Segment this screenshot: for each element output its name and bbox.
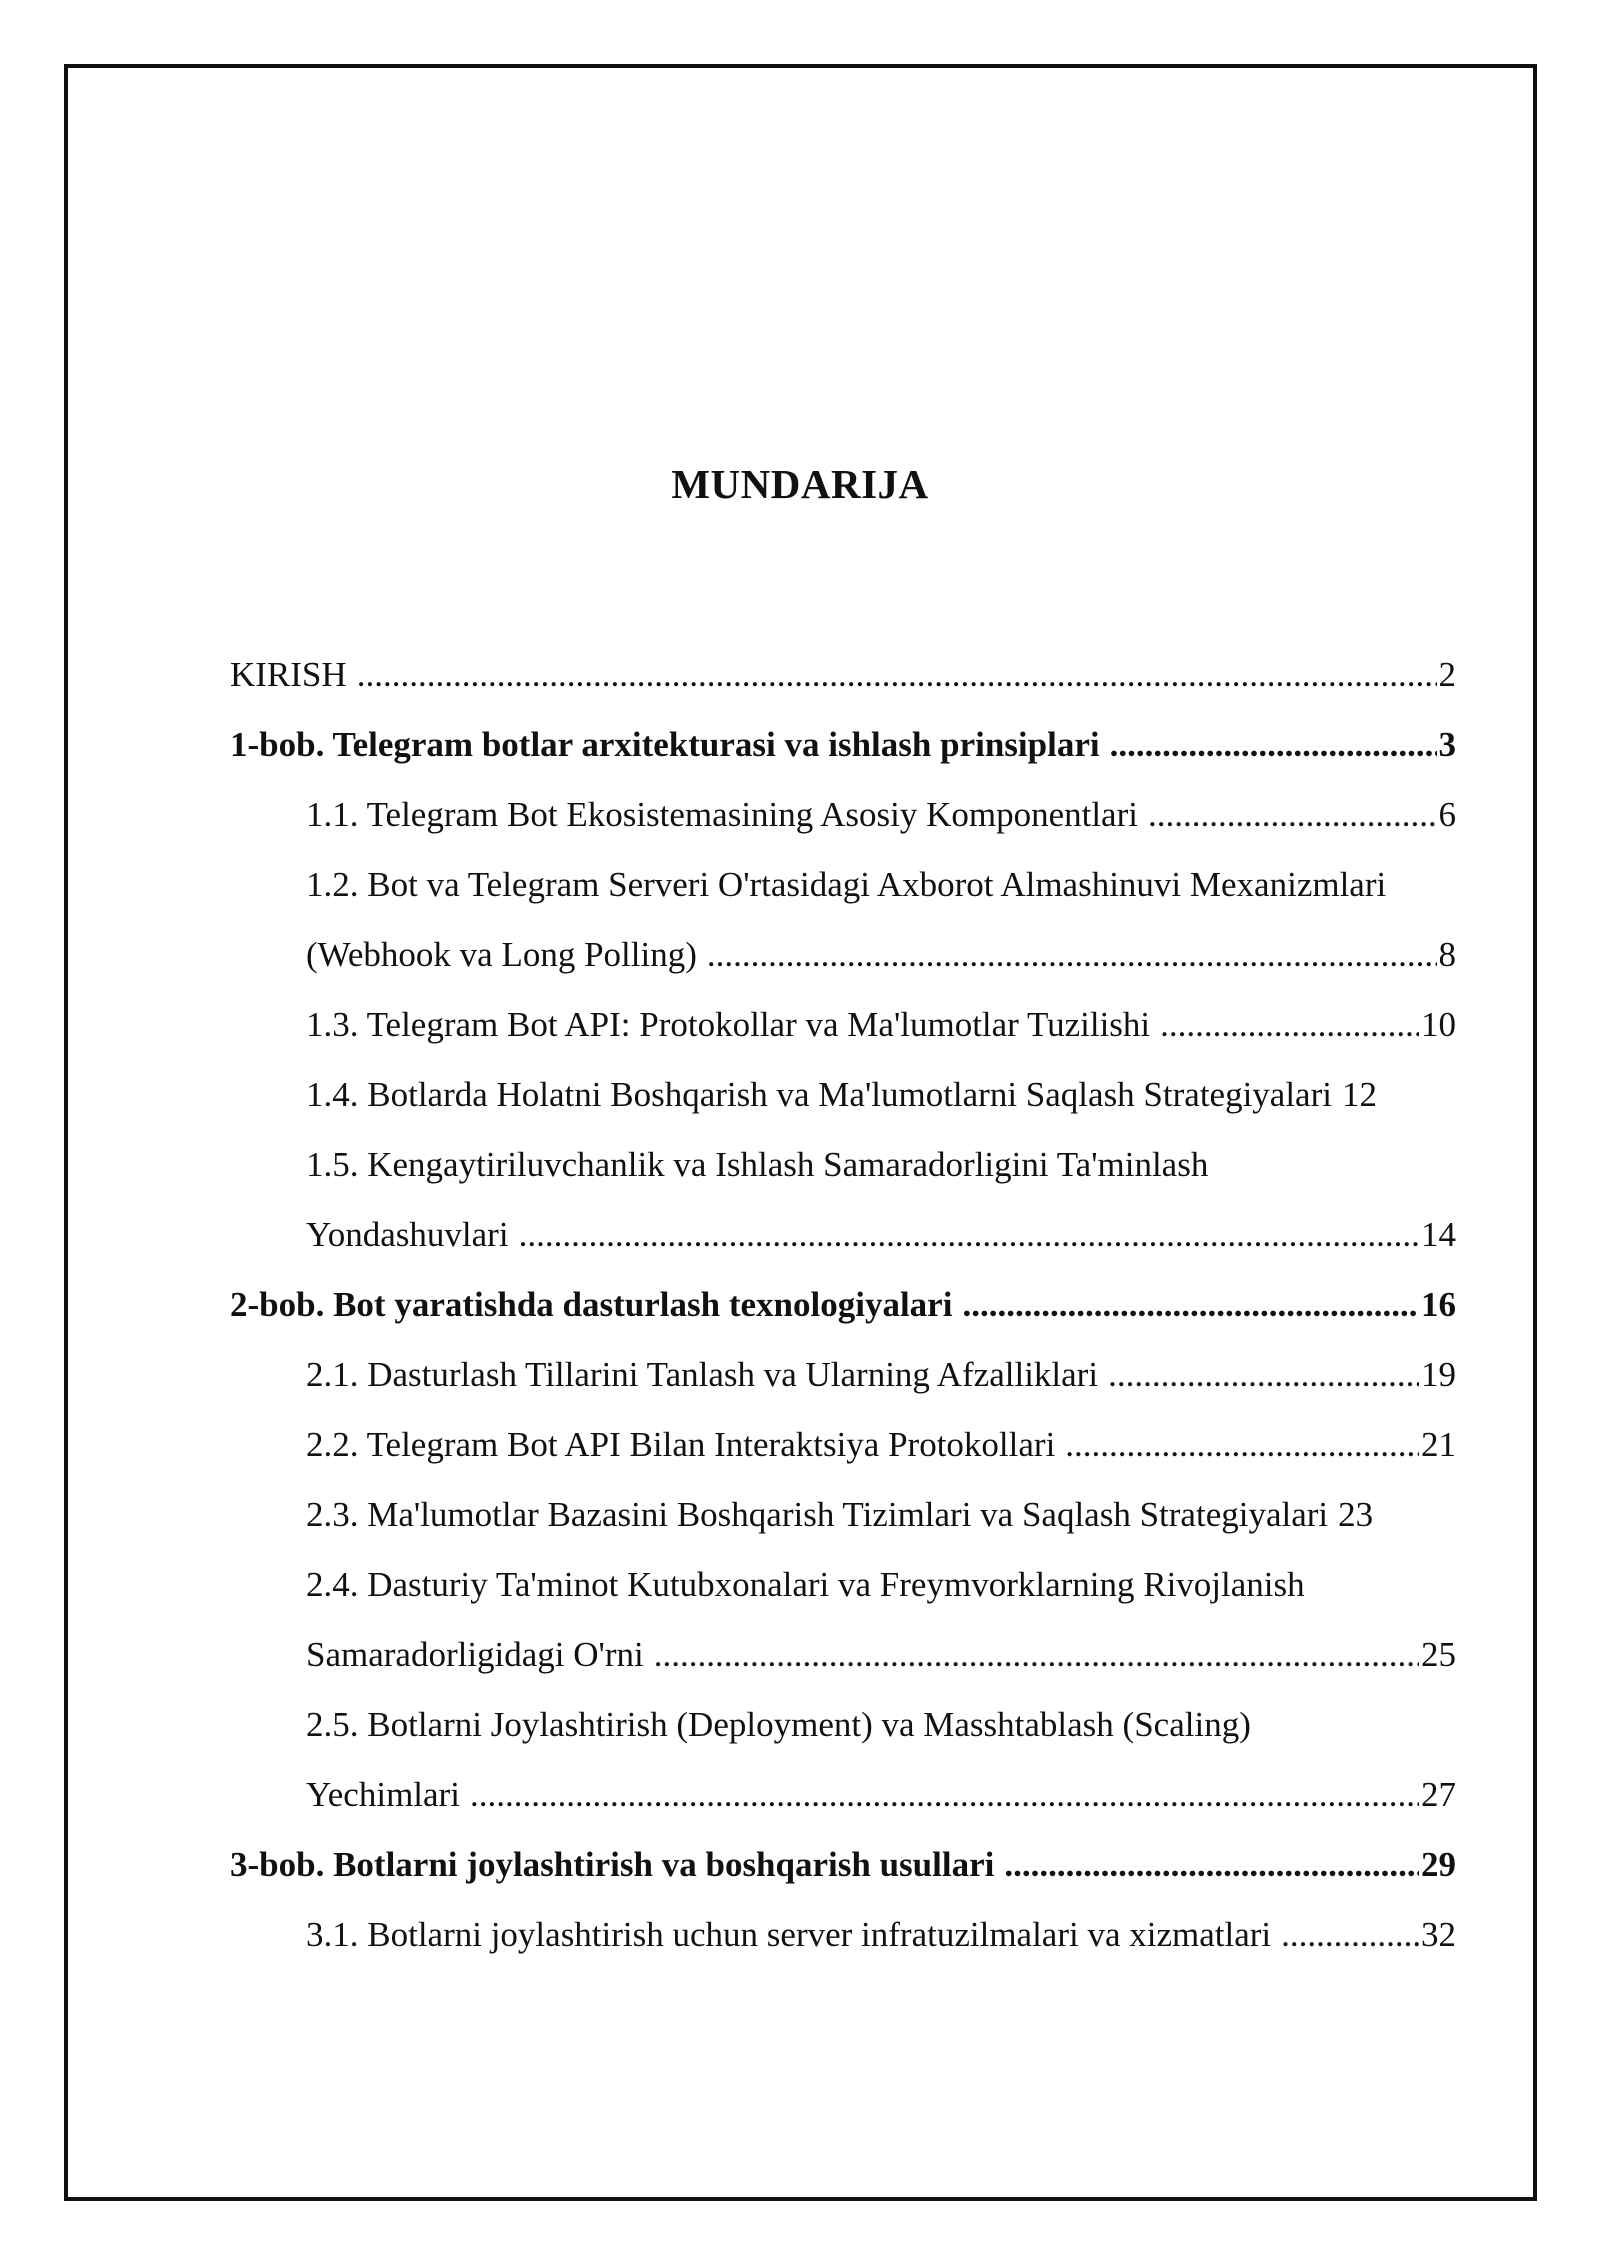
toc-entry-1-1[interactable] xyxy=(230,780,1456,850)
dot-leader xyxy=(1148,780,1437,850)
toc-page-number: 2 xyxy=(1438,655,1456,694)
toc-entry-2-1[interactable] xyxy=(230,1340,1456,1410)
toc-page-number: 3 xyxy=(1438,725,1456,764)
dot-leader xyxy=(707,920,1437,990)
toc-entry-text: 2.2. Telegram Bot API Bilan Interaktsiya Protokollari xyxy=(306,1425,1056,1464)
toc-page-number: 21 xyxy=(1421,1425,1456,1464)
toc-entry-kirish[interactable] xyxy=(230,640,1456,710)
dot-leader xyxy=(1160,990,1419,1060)
toc-entry-text: (Webhook va Long Polling) xyxy=(306,935,697,974)
dot-leader xyxy=(1110,710,1437,780)
toc-entry-text: 3.1. Botlarni joylashtirish uchun server infratuzilmalari va xizmatlari xyxy=(306,1915,1272,1954)
dot-leader xyxy=(654,1620,1419,1690)
toc-page-number: 19 xyxy=(1421,1355,1456,1394)
toc-page-number: 8 xyxy=(1438,935,1456,974)
dot-leader xyxy=(357,640,1437,710)
toc-page-number: 6 xyxy=(1438,795,1456,834)
toc-page-number: 29 xyxy=(1421,1845,1456,1884)
table-of-contents xyxy=(230,640,1456,1970)
toc-entry-text: KIRISH xyxy=(230,655,347,694)
dot-leader xyxy=(1108,1340,1419,1410)
toc-page-number: 27 xyxy=(1421,1775,1456,1814)
toc-entry-3-1[interactable] xyxy=(230,1900,1456,1970)
toc-page-number: 16 xyxy=(1421,1285,1456,1324)
toc-entry-bob-2[interactable] xyxy=(230,1270,1456,1340)
toc-entry-1-3[interactable] xyxy=(230,990,1456,1060)
toc-entry-text: 2.4. Dasturiy Ta'minot Kutubxonalari va Freymvorklarning Rivojlanish xyxy=(306,1565,1305,1604)
toc-entry-1-5[interactable] xyxy=(230,1130,1456,1270)
dot-leader xyxy=(1281,1900,1419,1970)
toc-entry-text: 1.3. Telegram Bot API: Protokollar va Ma'lumotlar Tuzilishi xyxy=(306,1005,1151,1044)
toc-entry-text: Yondashuvlari xyxy=(306,1215,509,1254)
toc-entry-text: 1.2. Bot va Telegram Serveri O'rtasidagi Axborot Almashinuvi Mexanizmlari xyxy=(306,865,1387,904)
toc-entry-text: 2.5. Botlarni Joylashtirish (Deployment) va Masshtablash (Scaling) xyxy=(306,1705,1251,1744)
toc-entry-2-3[interactable] xyxy=(230,1480,1456,1550)
toc-entry-text: Samaradorligidagi O'rni xyxy=(306,1635,644,1674)
dot-leader xyxy=(962,1270,1419,1340)
toc-page-number: 32 xyxy=(1421,1915,1456,1954)
toc-entry-text: 1.5. Kengaytiriluvchanlik va Ishlash Samaradorligini Ta'minlash xyxy=(306,1145,1209,1184)
toc-entry-2-2[interactable] xyxy=(230,1410,1456,1480)
toc-page-number: 23 xyxy=(1338,1495,1374,1534)
dot-leader xyxy=(1065,1410,1419,1480)
toc-entry-text: 2-bob. Bot yaratishda dasturlash texnologiyalari xyxy=(230,1285,953,1324)
toc-entry-text: 1.1. Telegram Bot Ekosistemasining Asosiy Komponentlari xyxy=(306,795,1138,834)
toc-entry-text: 2.3. Ma'lumotlar Bazasini Boshqarish Tizimlari va Saqlash Strategiyalari xyxy=(306,1495,1329,1534)
page-title: MUNDARIJA xyxy=(671,461,929,507)
dot-leader xyxy=(519,1200,1419,1270)
toc-page-number: 10 xyxy=(1421,1005,1456,1044)
toc-entry-2-4[interactable] xyxy=(230,1550,1456,1690)
toc-entry-1-2[interactable] xyxy=(230,850,1456,990)
toc-entry-2-5[interactable] xyxy=(230,1690,1456,1830)
toc-entry-text: 2.1. Dasturlash Tillarini Tanlash va Ularning Afzalliklari xyxy=(306,1355,1099,1394)
toc-entry-text: 1-bob. Telegram botlar arxitekturasi va ishlash prinsiplari xyxy=(230,725,1100,764)
dot-leader xyxy=(1004,1830,1419,1900)
toc-page-number: 25 xyxy=(1421,1635,1456,1674)
toc-entry-1-4[interactable] xyxy=(230,1060,1456,1130)
toc-entry-text: 1.4. Botlarda Holatni Boshqarish va Ma'lumotlarni Saqlash Strategiyalari xyxy=(306,1075,1332,1114)
toc-entry-bob-1[interactable] xyxy=(230,710,1456,780)
toc-page-number: 12 xyxy=(1341,1075,1377,1114)
toc-entry-text: Yechimlari xyxy=(306,1775,460,1814)
toc-page-number: 14 xyxy=(1421,1215,1456,1254)
toc-entry-bob-3[interactable] xyxy=(230,1830,1456,1900)
toc-entry-text: 3-bob. Botlarni joylashtirish va boshqarish usullari xyxy=(230,1845,995,1884)
dot-leader xyxy=(470,1760,1419,1830)
